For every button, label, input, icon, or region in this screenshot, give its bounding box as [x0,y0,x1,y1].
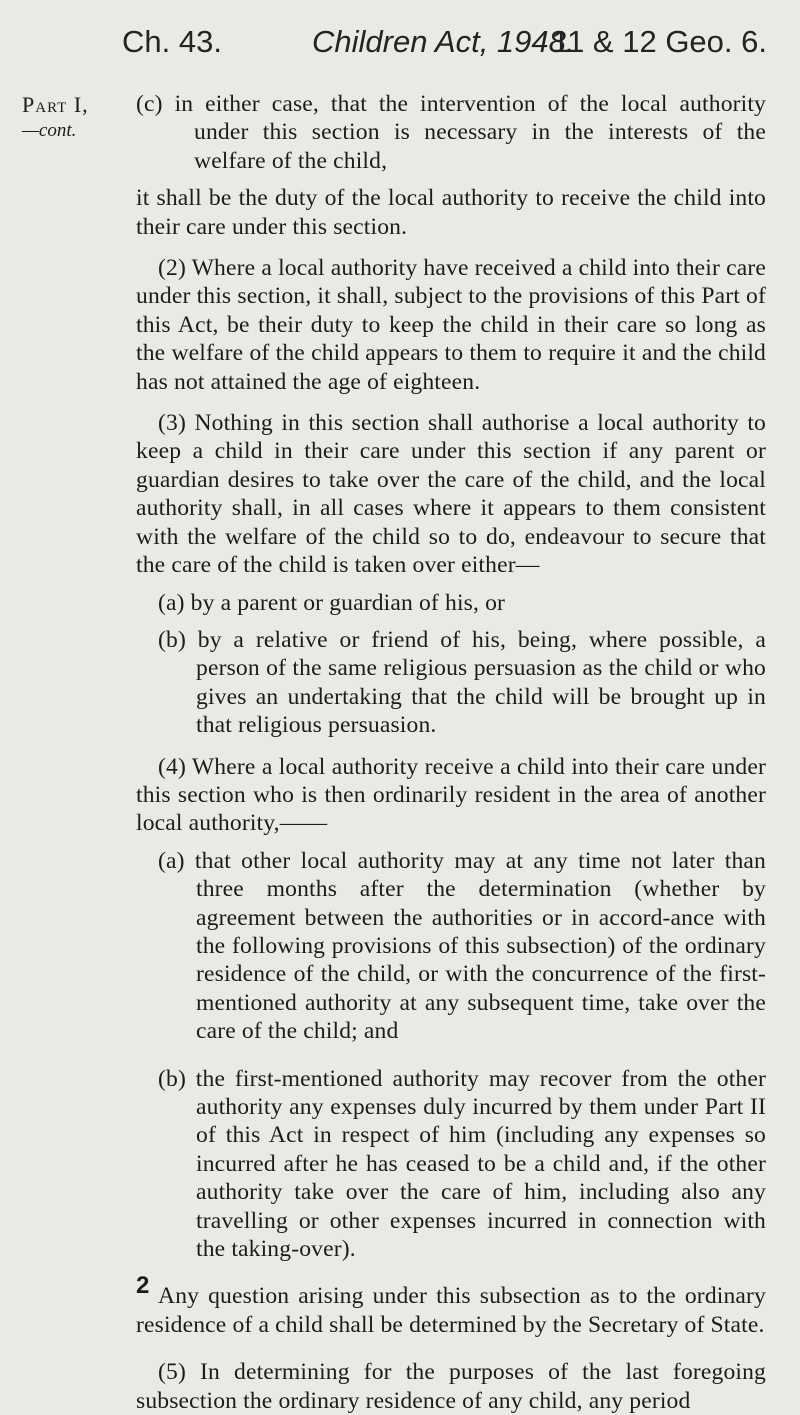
subsection-3-b: (b) by a relative or friend of his, being, where possible, a person of the same religious persuasion as the child or who gives an undertaking that the child will be brought up in that religious persuasion. [158,626,766,739]
subsection-5: (5) In determining for the purposes of the last foregoing subsection the ordinary residence of any child, any period [136,1359,766,1414]
chapter-number: Ch. 43. [122,24,222,59]
subsection-4-a: (a) that other local authority may at any time not later than three months after the determination (whether by agreement between the authorities or in accord-ance with the following provisions of this subsection) of the ordinary residence of the child, or with the concurrence of the first-mentioned authority at any subsequent time, take over the care of the child; and [158,847,766,1045]
subsection-2: (2) Where a local authority have received a child into their care under this section, it shall, subject to the provisions of this Part of this Act, be their duty to keep the child in their care so long as the welfare of the child appears to them to require it and the child has not attained the age of eighteen. [136,255,766,395]
margin-note [22,92,102,144]
subsection-3-a: (a) by a parent or guardian of his, or [158,589,506,616]
section-body [136,90,766,1415]
act-title: Children Act, 1948. [312,24,575,59]
subsection-4-b: (b) the first-mentioned authority may recover from the other authority any expenses duly incurred by them under Part II of this Act in respect of him (including any expenses so incurred after he has ceased to be a child and, if the other authority take over the care of him, including also any travelling or other expenses incurred in connection with the taking-over). [158,1065,766,1263]
page-number: 2 [136,1272,150,1299]
subsection-4: (4) Where a local authority receive a child into their care under this section who is then ordinarily resident in the area of another local authority,—— [136,753,766,837]
margin-note-continued: —cont. [22,120,77,141]
clause-c: (c) in either case, that the intervention of the local authority under this section is necessary in the interests of the welfare of the child, [136,91,766,174]
running-header [122,24,767,68]
margin-note-part: Part I, [22,92,89,117]
regnal-year: 11 & 12 Geo. 6. [552,24,767,59]
residence-question: Any question arising under this subsection as to the ordinary residence of a child shall be determined by the Secretary of State. [136,1283,766,1338]
subsection-3: (3) Nothing in this section shall authorise a local authority to keep a child in their care under this section if any parent or guardian desires to take over the care of the child, and the local authority shall, in all cases where it appears to them consistent with the welfare of the child so to do, endeavour to secure that the care of the child is taken over either— [136,410,766,579]
duty-paragraph: it shall be the duty of the local authority to receive the child into their care under this section. [136,185,766,240]
